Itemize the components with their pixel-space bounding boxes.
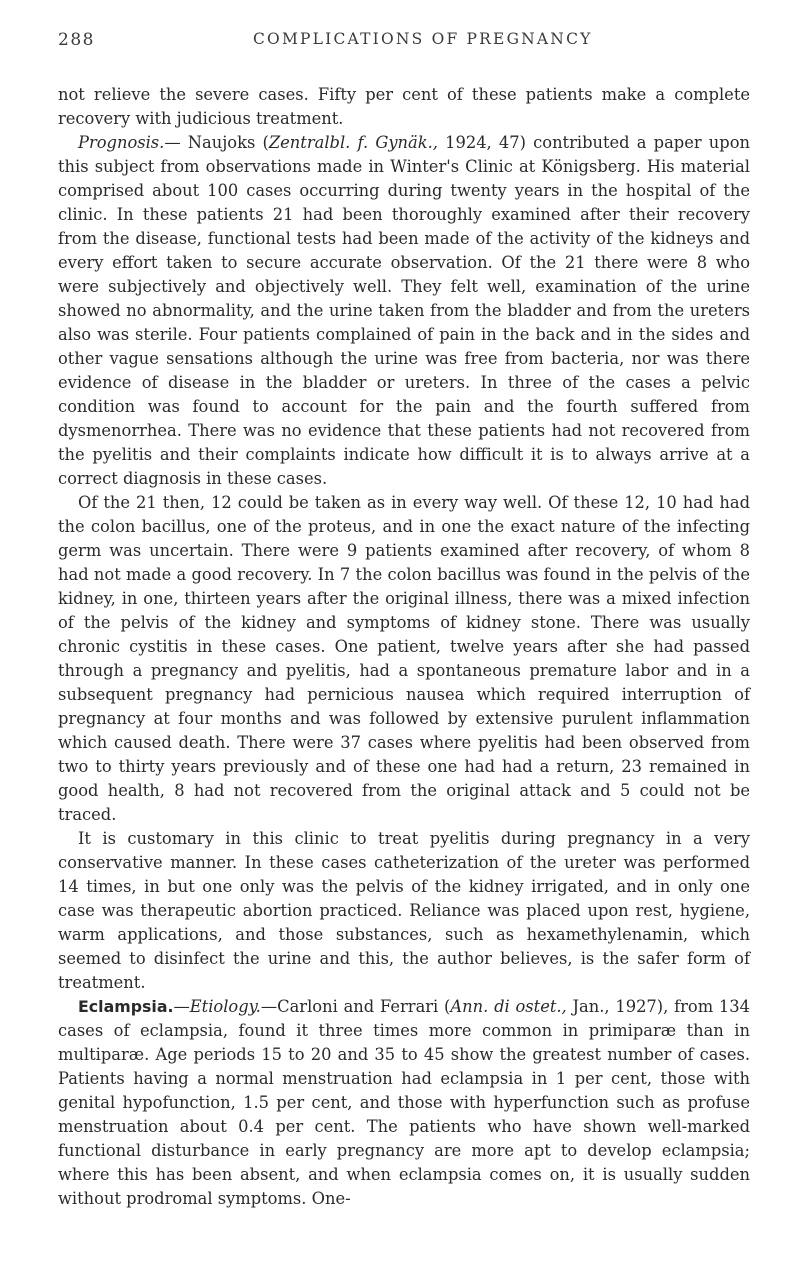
citation-journal: Zentralbl. f. Gynäk., bbox=[268, 133, 438, 152]
body-text bbox=[58, 83, 750, 1211]
paragraph-text: 1924, 47) contributed a paper upon this subject from observations made in Winter's Clinic at Königsberg. His material comprised about 100 cases occurring during twenty years in the hospital of the clinic. In these patients 21 had been thoroughly examined after their recovery from the disease, functional tests had been made of the activity of the kidneys and every effort taken to secure accurate observation. Of the 21 there were 8 who were subjectively and objectively well. They felt well, examination of the urine showed no abnormality, and the urine taken from the bladder and from the ureters also was sterile. Four patients complained of pain in the back and in the sides and other vague sensations although the urine was free from bacteria, nor was there evidence of disease in the bladder or ureters. In three of the cases a pelvic condition was found to account for the pain and the fourth suffered from dysmenorrhea. There was no evidence that these patients had not recovered from the pyelitis and their complaints indicate how difficult it is to always arrive at a correct diagnosis in these cases. bbox=[58, 133, 751, 488]
paragraph-text: Jan., 1927), from 134 cases of eclampsia, found it three times more common in primiparæ than in multiparæ. Age periods 15 to 20 and 35 to 45 show the greatest number of cases. Patients having a normal menstruation had eclampsia in 1 per cent, those with genital hypofunction, 1.5 per cent, and those with hyperfunction such as profuse menstruation about 0.4 per cent. The patients who have shown well-marked functional disturbance in early pregnancy are more apt to develop eclampsia; where this has been absent, and when eclampsia comes on, it is usually sudden without prodromal symptoms. One- bbox=[58, 997, 751, 1208]
book-page bbox=[58, 22, 750, 1211]
section-heading-eclampsia: Eclampsia. bbox=[78, 997, 174, 1016]
paragraph-text: It is customary in this clinic to treat pyelitis during pregnancy in a very conservative manner. In these cases catheterization of the ureter was performed 14 times, in but one only was the pelvis of the kidney irrigated, and in only one case was therapeutic abortion practiced. Reliance was placed upon rest, hygiene, warm applications, and those substances, such as hexamethylenamin, which seemed to disinfect the urine and this, the author believes, is the safer form of treatment. bbox=[58, 829, 750, 992]
running-title: COMPLICATIONS OF PREGNANCY bbox=[253, 30, 593, 48]
paragraph-eclampsia bbox=[58, 995, 750, 1211]
paragraph-text: not relieve the severe cases. Fifty per cent of these patients make a complete recovery with judicious treatment. bbox=[58, 85, 750, 128]
paragraph-text: —Carloni and Ferrari ( bbox=[260, 997, 451, 1016]
paragraph-results bbox=[58, 491, 750, 827]
paragraph-text: Of the 21 then, 12 could be taken as in every way well. Of these 12, 10 had had the colon bacillus, one of the proteus, and in one the exact nature of the infecting germ was uncertain. There were 9 patients examined after recovery, of whom 8 had not made a good recovery. In 7 the colon bacillus was found in the pelvis of the kidney, in one, thirteen years after the original illness, there was a mixed infection of the pelvis of the kidney and symptoms of kidney stone. There was usually chronic cystitis in these cases. One patient, twelve years after she had passed through a pregnancy and pyelitis, had a spontaneous premature labor and in a subsequent pregnancy had pernicious nausea which required interruption of pregnancy at four months and was followed by extensive purulent inflammation which caused death. There were 37 cases where pyelitis had been observed from two to thirty years previously and of these one had had a return, 23 remained in good health, 8 had not recovered from the original attack and 5 could not be traced. bbox=[58, 493, 750, 824]
paragraph-continuation bbox=[58, 83, 750, 131]
citation-journal: Ann. di ostet., bbox=[450, 997, 567, 1016]
running-head bbox=[58, 22, 750, 52]
heading-dash: — bbox=[173, 997, 190, 1016]
paragraph-treatment bbox=[58, 827, 750, 995]
section-label-etiology: Etiology. bbox=[189, 997, 261, 1016]
page-number: 288 bbox=[58, 30, 95, 50]
paragraph-prognosis bbox=[58, 131, 750, 491]
paragraph-text: — Naujoks ( bbox=[164, 133, 269, 152]
section-label-prognosis: Prognosis. bbox=[78, 133, 165, 152]
